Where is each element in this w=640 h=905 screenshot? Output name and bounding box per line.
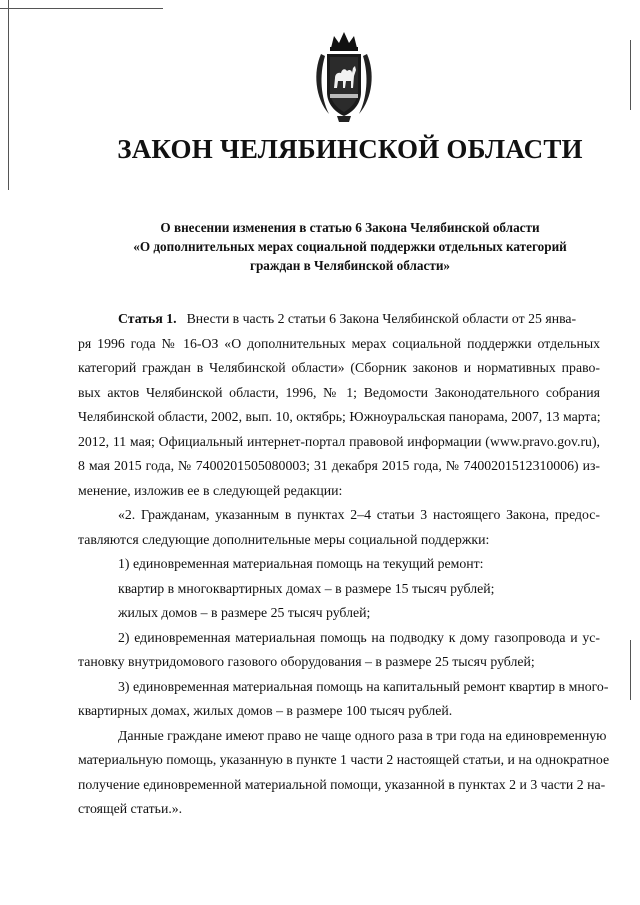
- amendment-line: материальную помощь, указанную в пункте 1 части 2 настоящей статьи, и на однократное: [78, 752, 610, 767]
- scan-edge-right: [630, 40, 631, 110]
- article-label: Статья 1.: [118, 311, 177, 326]
- subject-line: О внесении изменения в статью 6 Закона Челябинской области: [160, 220, 540, 235]
- amendment-line: стоящей статьи.».: [78, 801, 183, 816]
- amendment-line: тановку внутридомового газового оборудования – в размере 25 тысяч рублей;: [78, 654, 535, 669]
- subject-line: граждан в Челябинской области»: [249, 258, 451, 273]
- law-subject: [80, 218, 620, 275]
- amendment-line: жилых домов – в размере 25 тысяч рублей;: [118, 605, 371, 620]
- article-line: ря 1996 года № 16-ОЗ «О дополнительных мерах социальной поддержки отдельных: [78, 335, 600, 351]
- article-line: категорий граждан в Челябинской области» (Сборник законов и нормативных право-: [78, 360, 600, 375]
- amendment-line: квартир в многоквартирных домах – в размере 15 тысяч рублей;: [118, 580, 495, 596]
- amendment-line: тавляются следующие дополнительные меры социальной поддержки:: [78, 531, 490, 547]
- amendment-line: 3) единовременная материальная помощь на капитальный ремонт квартир в много-: [118, 678, 609, 694]
- law-title: ЗАКОН ЧЕЛЯБИНСКОЙ ОБЛАСТИ: [117, 134, 583, 164]
- law-body: [78, 307, 610, 822]
- article-line: 8 мая 2015 года, № 7400201505080003; 31 декабря 2015 года, № 7400201512310006) из-: [78, 458, 600, 473]
- amendment-paragraph: [78, 503, 610, 822]
- article-text: Внести в часть 2 статьи 6 Закона Челябинской области от 25 янва-: [186, 311, 577, 326]
- amendment-line: 1) единовременная материальная помощь на текущий ремонт:: [118, 556, 484, 571]
- scan-edge-right-low: [630, 640, 631, 700]
- amendment-line: получение единовременной материальной помощи, указанной в пунктах 2 и 3 части 2 на-: [78, 776, 606, 792]
- article-line: 2012, 11 мая; Официальный интернет-портал правовой информации (www.pravo.gov.ru),: [78, 433, 600, 449]
- amendment-line: «2. Гражданам, указанным в пунктах 2–4 статьи 3 настоящего Закона, предос-: [118, 507, 600, 522]
- amendment-line: 2) единовременная материальная помощь на подводку к дому газопровода и ус-: [118, 629, 600, 645]
- amendment-line: квартирных домах, жилых домов – в размере 100 тысяч рублей.: [78, 703, 453, 718]
- article-line: Челябинской области, 2002, вып. 10, октябрь; Южноуральская панорама, 2007, 13 марта;: [78, 409, 601, 424]
- article-first-line: [118, 307, 600, 332]
- article-line: вых актов Челябинской области, 1996, № 1; Ведомости Законодательного собрания: [78, 384, 600, 400]
- scan-edge-top: [0, 8, 163, 9]
- chelyabinsk-coat-of-arms-icon: [311, 28, 377, 124]
- amendment-line: Данные граждане имеют право не чаще одного раза в три года на единовременную: [118, 727, 607, 743]
- article-line: менение, изложив ее в следующей редакции:: [78, 482, 343, 498]
- article-paragraph: [78, 332, 601, 504]
- subject-line: «О дополнительных мерах социальной поддержки отдельных категорий: [133, 239, 567, 254]
